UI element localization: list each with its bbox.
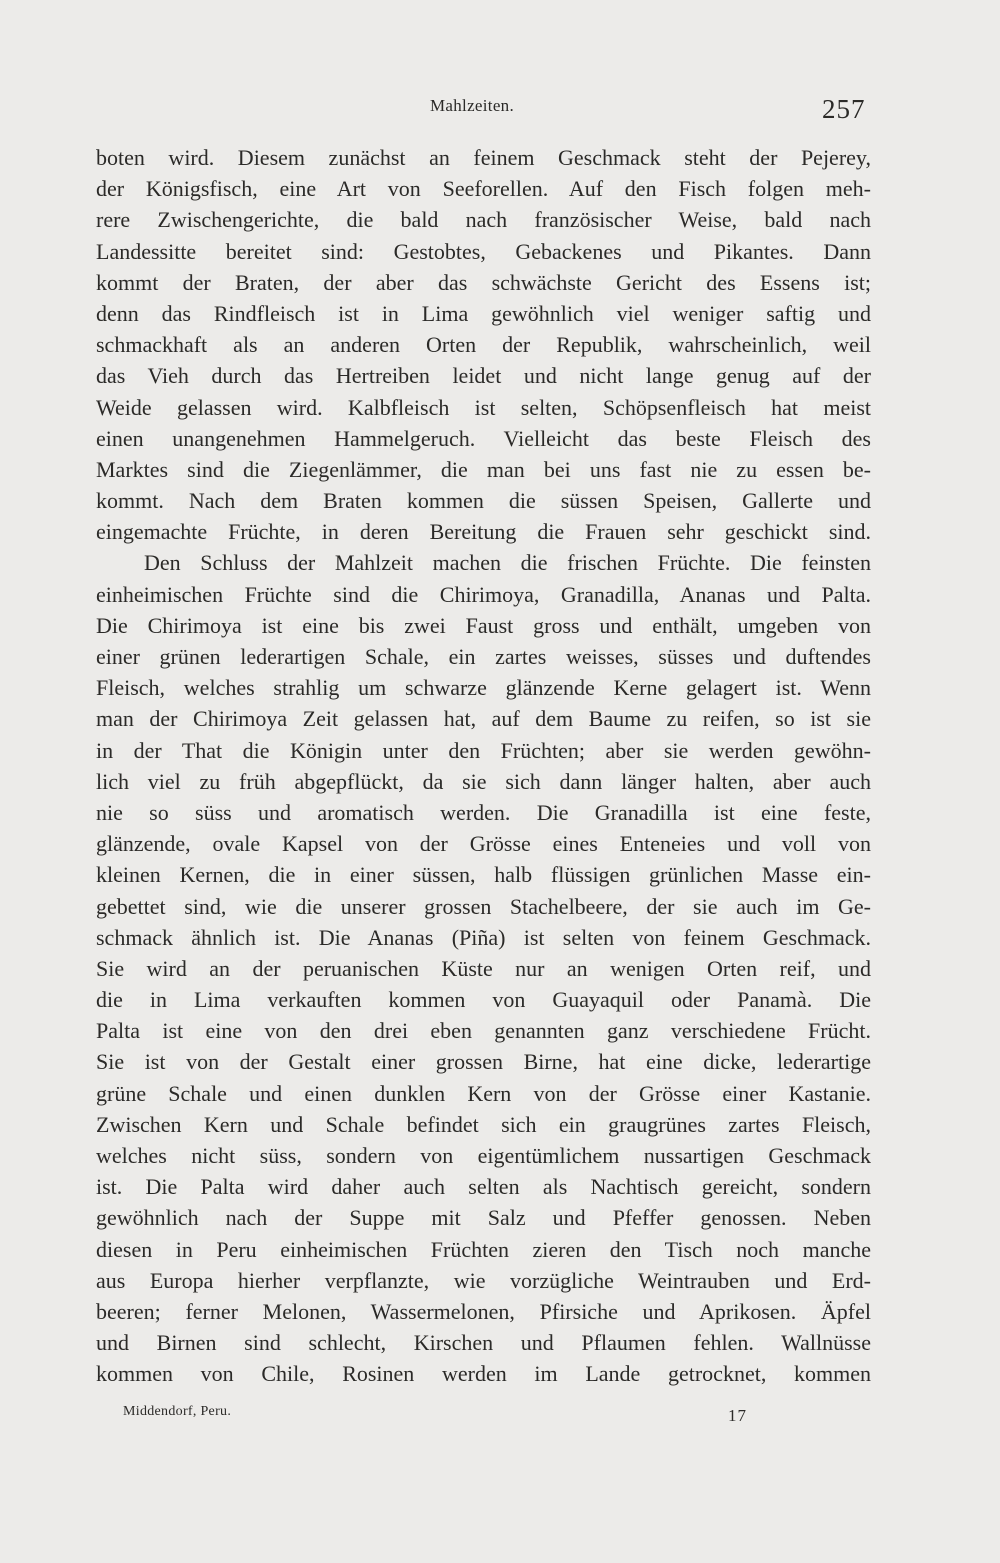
text-line: diesen in Peru einheimischen Früchten zieren den Tisch noch manche <box>96 1236 871 1262</box>
text-line: Weide gelassen wird. Kalbfleisch ist selten, Schöpsenfleisch hat meist <box>96 394 871 420</box>
body-text <box>96 142 871 1390</box>
text-line: eingemachte Früchte, in deren Bereitung die Frauen sehr geschickt sind. <box>96 519 871 545</box>
text-line: einheimischen Früchte sind die Chirimoya, Granadilla, Ananas und Palta. <box>96 581 871 607</box>
text-line: Sie ist von der Gestalt einer grossen Birne, hat eine dicke, lederartige <box>96 1049 871 1075</box>
signature-mark: Middendorf, Peru. <box>123 1404 232 1419</box>
text-line: Landessitte bereitet sind: Gestobtes, Gebackenes und Pikantes. Dann <box>96 238 871 264</box>
text-line: boten wird. Diesem zunächst an feinem Geschmack steht der Pejerey, <box>96 145 871 170</box>
page-number: 257 <box>822 94 866 124</box>
running-head <box>0 96 1000 126</box>
paragraph-start-line: Den Schluss der Mahlzeit machen die frischen Früchte. Die feinsten <box>144 550 871 576</box>
text-line: Fleisch, welches strahlig um schwarze glänzende Kerne gelagert ist. Wenn <box>96 675 871 701</box>
sheet-number: 17 <box>728 1406 747 1425</box>
text-line: man der Chirimoya Zeit gelassen hat, auf dem Baume zu reifen, so ist sie <box>96 706 871 732</box>
text-line: gewöhnlich nach der Suppe mit Salz und Pfeffer genossen. Neben <box>96 1205 871 1231</box>
text-line: kommt der Braten, der aber das schwächste Gericht des Essens ist; <box>96 269 871 295</box>
text-line: gebettet sind, wie die unserer grossen Stachelbeere, der sie auch im Ge- <box>96 893 871 919</box>
text-line: aus Europa hierher verpflanzte, wie vorzügliche Weintrauben und Erd- <box>96 1267 871 1293</box>
text-line: lich viel zu früh abgepflückt, da sie sich dann länger halten, aber auch <box>96 768 871 794</box>
text-line: denn das Rindfleisch ist in Lima gewöhnlich viel weniger saftig und <box>96 300 871 326</box>
text-line: schmackhaft als an anderen Orten der Republik, wahrscheinlich, weil <box>96 332 871 358</box>
text-line: beeren; ferner Melonen, Wassermelonen, Pfirsiche und Aprikosen. Äpfel <box>96 1298 871 1324</box>
text-line: grüne Schale und einen dunklen Kern von der Grösse einer Kastanie. <box>96 1080 871 1106</box>
text-line: Palta ist eine von den drei eben genannten ganz verschiedene Frücht. <box>96 1018 871 1044</box>
text-line: nie so süss und aromatisch werden. Die Granadilla ist eine feste, <box>96 799 871 825</box>
text-line: die in Lima verkauften kommen von Guayaquil oder Panamà. Die <box>96 987 871 1013</box>
text-line: einer grünen lederartigen Schale, ein zartes weisses, süsses und duftendes <box>96 644 871 669</box>
page-footer <box>0 1404 1000 1434</box>
running-title: Mahlzeiten. <box>430 96 515 115</box>
text-line: glänzende, ovale Kapsel von der Grösse eines Enteneies und voll von <box>96 831 871 857</box>
text-line: kommt. Nach dem Braten kommen die süssen Speisen, Gallerte und <box>96 488 871 514</box>
text-line: einen unangenehmen Hammelgeruch. Vielleicht das beste Fleisch des <box>96 425 871 451</box>
text-line: kommen von Chile, Rosinen werden im Lande getrocknet, kommen <box>96 1361 871 1387</box>
text-line: schmack ähnlich ist. Die Ananas (Piña) ist selten von feinem Geschmack. <box>96 924 871 950</box>
text-line: das Vieh durch das Hertreiben leidet und nicht lange genug auf der <box>96 363 871 389</box>
text-line: der Königsfisch, eine Art von Seeforellen. Auf den Fisch folgen meh- <box>96 176 871 202</box>
text-line: in der That die Königin unter den Früchten; aber sie werden gewöhn- <box>96 737 871 763</box>
text-line: rere Zwischengerichte, die bald nach französischer Weise, bald nach <box>96 207 871 233</box>
text-line: kleinen Kernen, die in einer süssen, halb flüssigen grünlichen Masse ein- <box>96 862 871 888</box>
text-line: Sie wird an der peruanischen Küste nur an wenigen Orten reif, und <box>96 955 871 981</box>
text-line: Die Chirimoya ist eine bis zwei Faust gross und enthält, umgeben von <box>96 612 871 638</box>
text-line: und Birnen sind schlecht, Kirschen und Pflaumen fehlen. Wallnüsse <box>96 1330 871 1356</box>
text-line: Zwischen Kern und Schale befindet sich ein graugrünes zartes Fleisch, <box>96 1111 871 1137</box>
text-line: ist. Die Palta wird daher auch selten als Nachtisch gereicht, sondern <box>96 1174 871 1200</box>
text-line: Marktes sind die Ziegenlämmer, die man bei uns fast nie zu essen be- <box>96 456 871 482</box>
text-line: welches nicht süss, sondern von eigentümlichem nussartigen Geschmack <box>96 1143 871 1168</box>
